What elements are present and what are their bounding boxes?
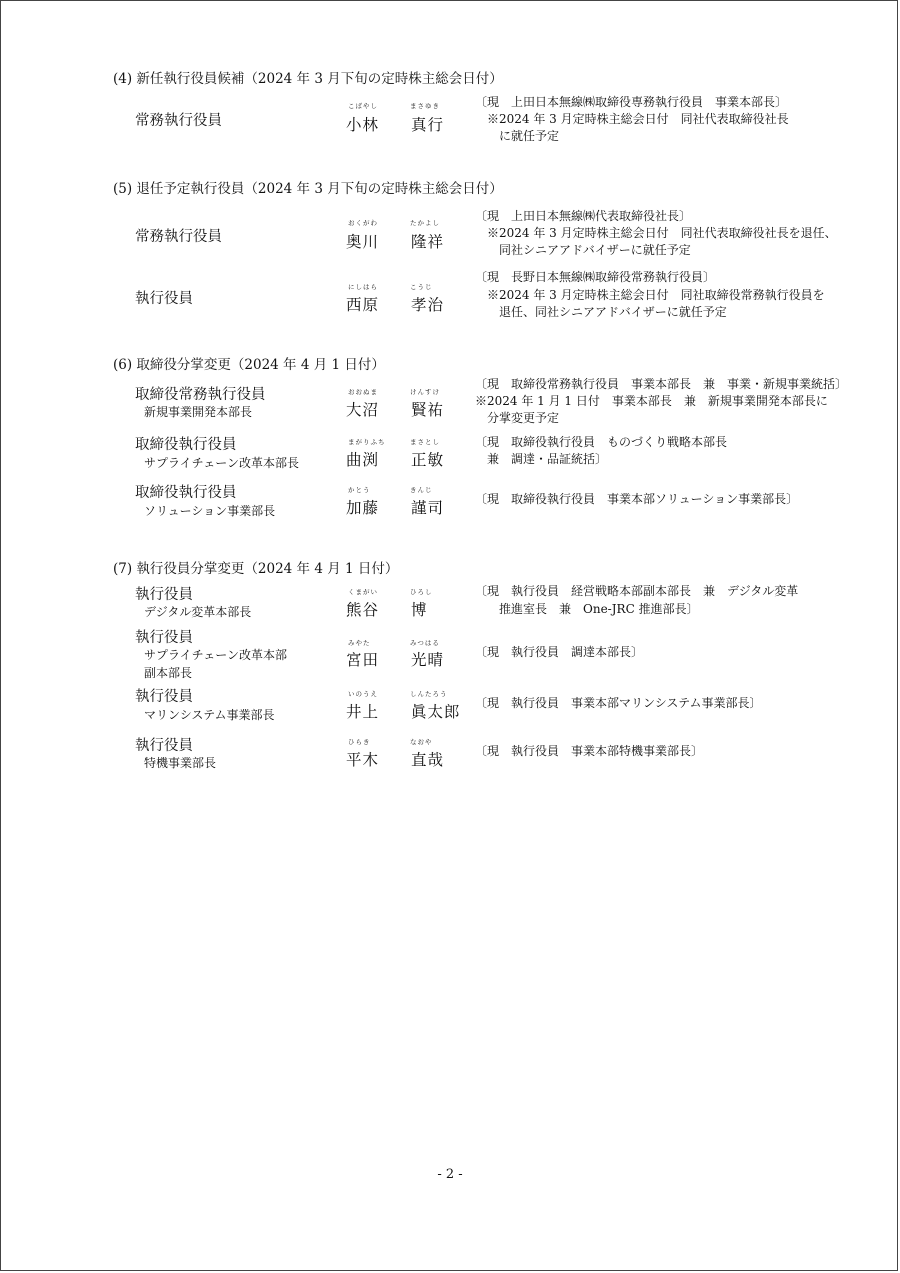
note-line: 〔現 取締役執行役員 事業本部ソリューション事業部長〕 xyxy=(475,492,799,506)
given-name: 孝治 xyxy=(411,296,445,314)
given-ruby: しんたろう xyxy=(410,690,448,698)
surname-ruby: おおぬま xyxy=(348,388,378,396)
given-ruby: けんすけ xyxy=(410,388,440,396)
surname-ruby: まがりふち xyxy=(348,438,386,446)
note-line: 〔現 取締役執行役員 ものづくり戦略本部長 xyxy=(475,435,728,449)
entry-subtitle: サプライチェーン改革本部 xyxy=(144,648,288,662)
surname-ruby: こばやし xyxy=(348,102,378,110)
surname: 西原 xyxy=(346,296,380,314)
note-line: 兼 調達・品証統括〕 xyxy=(475,452,608,466)
entry-subtitle: デジタル変革本部長 xyxy=(144,605,252,619)
entry-title: 取締役執行役員 xyxy=(135,437,237,453)
given-name: 眞太郎 xyxy=(411,703,461,721)
surname-ruby: ひらき xyxy=(348,738,371,746)
note-line: ※2024 年 3 月定時株主総会日付 同社代表取締役社長 xyxy=(475,112,789,126)
note-line: 〔現 長野日本無線㈱取締役常務執行役員〕 xyxy=(475,270,716,284)
entry-subtitle: 新規事業開発本部長 xyxy=(144,405,253,419)
surname: 奥川 xyxy=(346,233,380,251)
surname-ruby: おくがわ xyxy=(348,219,378,227)
note-line: 同社シニアアドバイザーに就任予定 xyxy=(475,243,691,257)
given-ruby: こうじ xyxy=(410,283,433,291)
given-ruby: まさとし xyxy=(410,438,440,446)
note-line: 〔現 取締役常務執行役員 事業本部長 兼 事業・新規事業統括〕 xyxy=(475,377,848,391)
given-name: 光晴 xyxy=(411,651,445,669)
note-line: 〔現 上田日本無線㈱取締役専務執行役員 事業本部長〕 xyxy=(475,95,788,109)
given-name: 謹司 xyxy=(411,499,445,517)
entry-title: 執行役員 xyxy=(135,630,193,646)
entry-title: 執行役員 xyxy=(135,587,193,603)
surname-ruby: かとう xyxy=(348,486,371,494)
note-line: 退任、同社シニアアドバイザーに就任予定 xyxy=(475,305,727,319)
given-name: 賢祐 xyxy=(411,401,445,419)
given-ruby: たかよし xyxy=(410,219,440,227)
surname-ruby: にしはら xyxy=(348,283,378,291)
given-name: 正敏 xyxy=(411,451,445,469)
given-ruby: ひろし xyxy=(410,588,433,596)
entry-title: 執行役員 xyxy=(135,689,193,705)
surname: 宮田 xyxy=(346,651,380,669)
entry-subtitle: サプライチェーン改革本部長 xyxy=(144,456,300,470)
section-heading: (5) 退任予定執行役員（2024 年 3 月下旬の定時株主総会日付） xyxy=(113,181,503,197)
note-line: 〔現 上田日本無線㈱代表取締役社長〕 xyxy=(475,209,692,223)
entry-title: 執行役員 xyxy=(135,291,193,307)
entry-title: 常務執行役員 xyxy=(135,113,222,129)
surname: 熊谷 xyxy=(346,601,380,619)
surname: 井上 xyxy=(346,703,380,721)
entry-title: 執行役員 xyxy=(135,738,193,754)
entry-subtitle: マリンシステム事業部長 xyxy=(144,708,275,722)
given-name: 直哉 xyxy=(411,751,445,769)
surname: 小林 xyxy=(346,116,380,134)
given-name: 隆祥 xyxy=(411,233,445,251)
entry-subtitle: 特機事業部長 xyxy=(144,756,217,770)
entry-subtitle: ソリューション事業部長 xyxy=(144,504,276,518)
given-name: 博 xyxy=(411,601,428,619)
given-name: 真行 xyxy=(411,116,445,134)
entry-title: 取締役執行役員 xyxy=(135,485,237,501)
note-line: ※2024 年 3 月定時株主総会日付 同社代表取締役社長を退任、 xyxy=(475,226,837,240)
entry-title: 取締役常務執行役員 xyxy=(135,387,266,403)
note-line: 〔現 執行役員 経営戦略本部副本部長 兼 デジタル変革 xyxy=(475,584,799,598)
surname: 平木 xyxy=(346,751,380,769)
section-heading: (4) 新任執行役員候補（2024 年 3 月下旬の定時株主総会日付） xyxy=(113,71,503,87)
surname-ruby: くまがい xyxy=(348,588,378,596)
surname: 加藤 xyxy=(346,499,380,517)
page-number: - 2 - xyxy=(437,1167,463,1182)
surname: 大沼 xyxy=(346,401,380,419)
surname-ruby: いのうえ xyxy=(348,690,378,698)
surname: 曲渕 xyxy=(346,451,380,469)
note-line: ※2024 年 3 月定時株主総会日付 同社取締役常務執行役員を xyxy=(475,288,825,302)
note-line: に就任予定 xyxy=(475,129,560,143)
section-heading: (6) 取締役分掌変更（2024 年 4 月 1 日付） xyxy=(113,357,385,373)
note-line: 〔現 執行役員 調達本部長〕 xyxy=(475,645,644,659)
entry-subtitle: 副本部長 xyxy=(144,666,193,680)
given-ruby: きんじ xyxy=(410,486,433,494)
given-ruby: みつはる xyxy=(410,639,440,647)
note-line: 分掌変更予定 xyxy=(475,411,560,425)
note-line: ※2024 年 1 月 1 日付 事業本部長 兼 新規事業開発本部長に xyxy=(475,394,828,408)
given-ruby: なおや xyxy=(410,738,433,746)
note-line: 〔現 執行役員 事業本部特機事業部長〕 xyxy=(475,744,704,758)
entry-title: 常務執行役員 xyxy=(135,229,222,245)
note-line: 〔現 執行役員 事業本部マリンシステム事業部長〕 xyxy=(475,696,762,710)
note-line: 推進室長 兼 One-JRC 推進部長〕 xyxy=(475,602,699,616)
surname-ruby: みやた xyxy=(348,639,371,647)
section-heading: (7) 執行役員分掌変更（2024 年 4 月 1 日付） xyxy=(113,561,399,577)
given-ruby: まさゆき xyxy=(410,102,440,110)
